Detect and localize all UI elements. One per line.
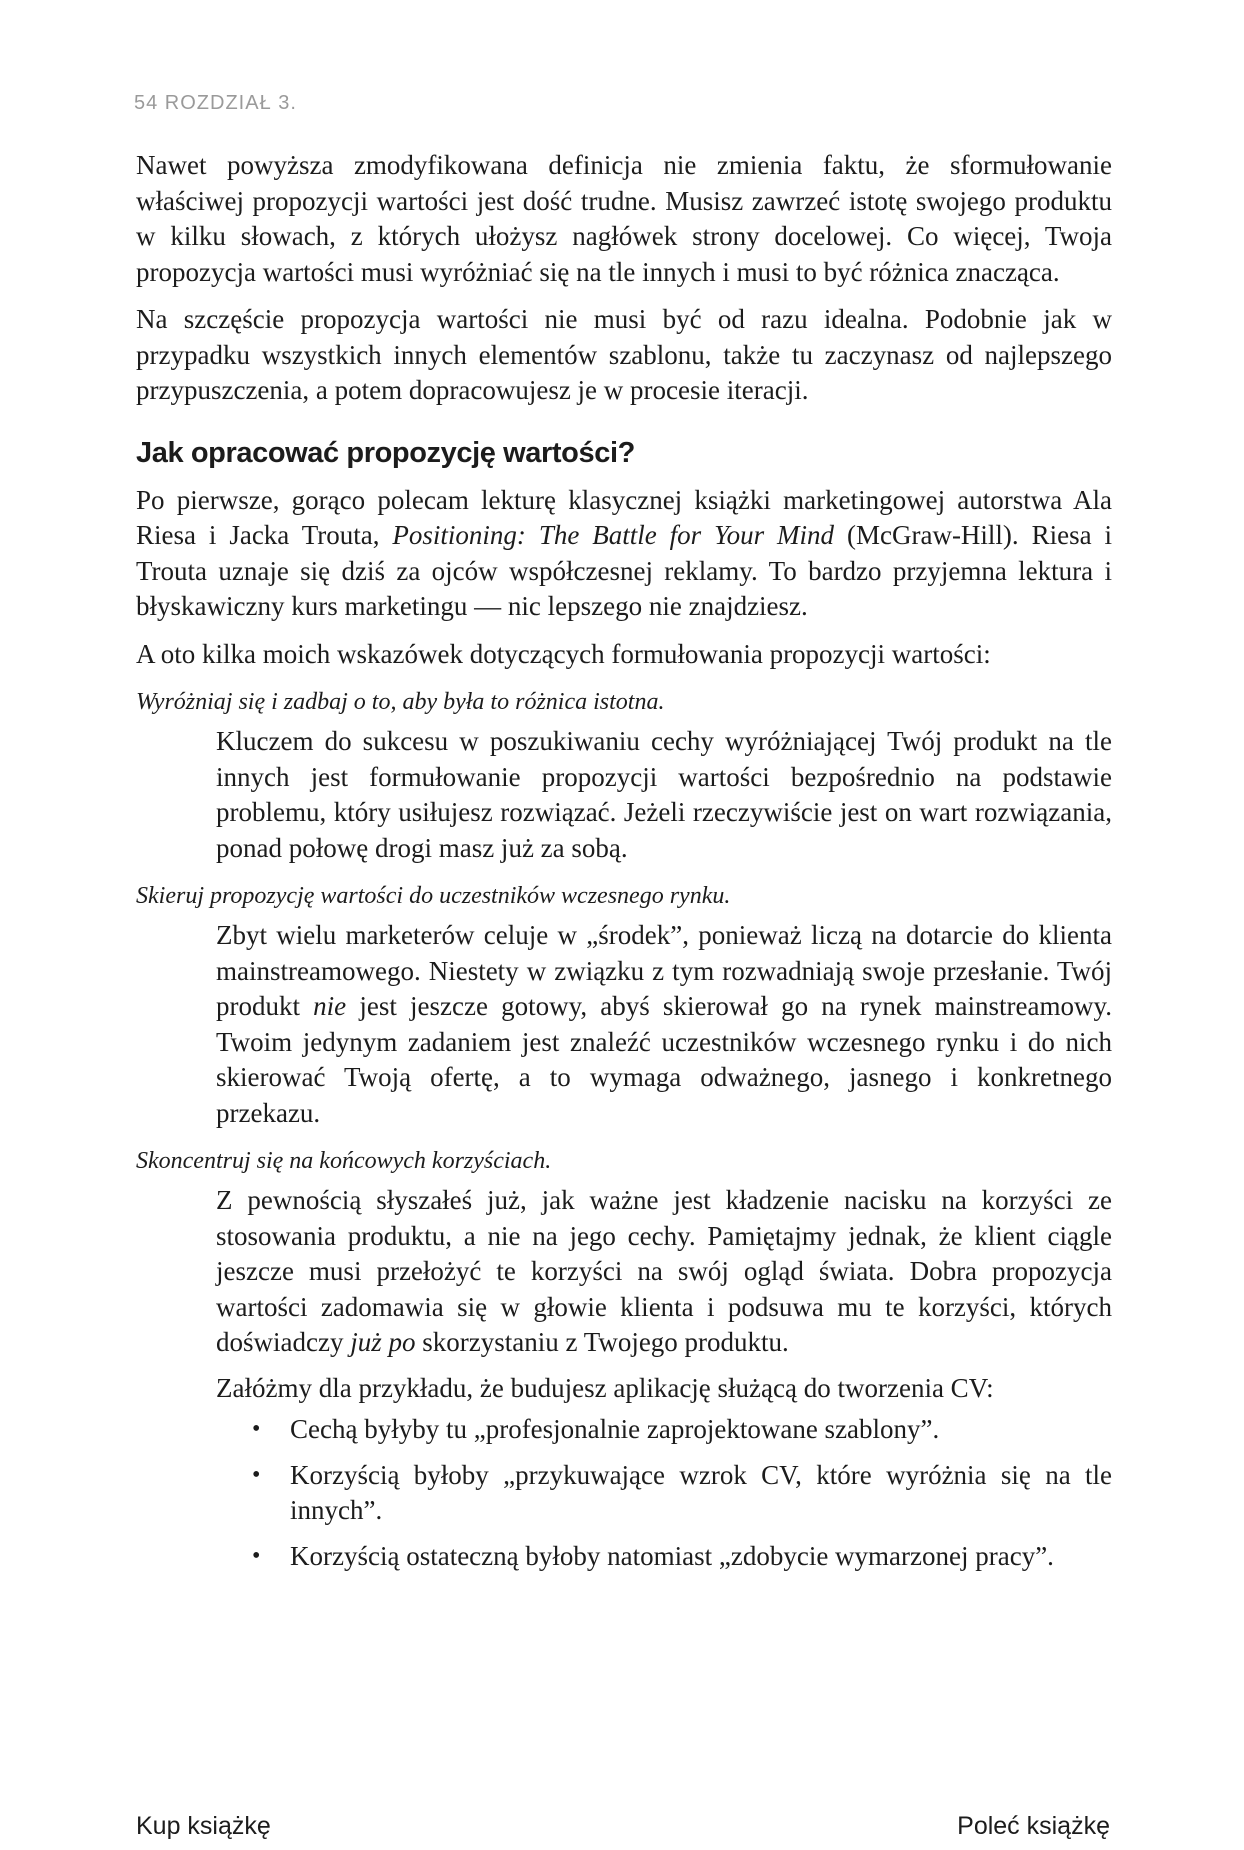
tip-definition [216,1183,1112,1361]
tip-term: Skoncentruj się na końcowych korzyściach. [136,1148,552,1174]
tip-definition: Kluczem do sukcesu w poszukiwaniu cechy wyróżniającej Twój produkt na tle innych jest formułowanie propozycji wartości bezpośrednio na podstawie problemu, który usiłujesz rozwiązać. Jeżeli rzeczywiście jest on wart rozwiązania, ponad połowę drogi masz już za sobą. [216,726,1112,863]
list-item [216,1412,1112,1448]
buy-book-link[interactable]: Kup książkę [136,1812,271,1840]
intro-paragraph-1: Nawet powyższa zmodyfikowana definicja nie zmienia faktu, że sformułowanie właściwej propozycji wartości jest dość trudne. Musisz zawrzeć istotę swojego produktu w kilku słowach, z których ułożysz nagłówek strony docelowej. Co więcej, Twoja propozycja wartości musi wyróżniać się na tle innych i musi to być różnica znacząca. [136,150,1112,287]
list-item [216,1458,1112,1529]
example-list [216,1412,1112,1574]
bullet-icon: • [252,1542,261,1569]
tip-definition [216,918,1112,1131]
emphasis: już po [350,1327,416,1357]
emphasis: nie [313,991,347,1021]
section-heading: Jak opracować propozycję wartości? [136,436,635,469]
definition-text: Zbyt wielu marketerów celuje w „środek”, ponieważ liczą na dotarcie do klienta mainstreamowego. Niestety w związku z tym rozwadniają swoje przesłanie. Twój produkt [216,920,1112,1021]
definition-text: Z pewnością słyszałeś już, jak ważne jest kładzenie nacisku na korzyści ze stosowania produktu, a nie na jego cechy. Pamiętajmy jednak, że klient ciągle jeszcze musi przełożyć te korzyści na swój ogląd świata. Dobra propozycja wartości zadomawia się w głowie klienta i podsuwa mu te korzyści, których doświadczy [216,1185,1112,1357]
section-paragraph-2: A oto kilka moich wskazówek dotyczących formułowania propozycji wartości: [136,638,991,669]
definition-text: skorzystaniu z Twojego produktu. [415,1327,789,1357]
list-item-text: Cechą byłyby tu „profesjonalnie zaprojektowane szablony”. [290,1414,940,1444]
book-title: Positioning: The Battle for Your Mind [392,520,835,550]
list-item [216,1539,1112,1575]
page-content [136,148,1112,1584]
intro-paragraph-2: Na szczęście propozycja wartości nie musi być od razu idealna. Podobnie jak w przypadku wszystkich innych elementów szablonu, także tu zaczynasz od najlepszego przypuszczenia, a potem dopracowujesz je w procesie iteracji. [136,304,1112,405]
recommend-book-link[interactable]: Poleć książkę [957,1812,1110,1840]
section-paragraph-1 [136,483,1112,625]
paragraph-text: (McGraw-Hill). Riesa i Trouta uznaje się dziś za ojców współczesnej reklamy. To bardzo przyjemna lektura i błyskawiczny kurs marketingu — nic lepszego nie znajdziesz. [136,520,1113,621]
bullet-icon: • [252,1416,261,1442]
definition-text: jest jeszcze gotowy, abyś skierował go na rynek mainstreamowy. Twoim jedynym zadaniem jest znaleźć uczestników wczesnego rynku i do nich skierować Twoją ofertę, a to wymaga odważnego, jasnego i konkretnego przekazu. [216,991,1112,1128]
tip-term: Wyróżniaj się i zadbaj o to, aby była to różnica istotna. [136,689,665,715]
list-item-text: Korzyścią byłoby „przykuwające wzrok CV, które wyróżnia się na tle innych”. [290,1459,1112,1525]
paragraph-text: Po pierwsze, gorąco polecam lekturę klasycznej książki marketingowej autorstwa Ala Riesa i Jacka Trouta, [136,484,1112,550]
example-intro: Załóżmy dla przykładu, że budujesz aplikację służącą do tworzenia CV: [216,1372,994,1403]
running-head: 54 ROZDZIAŁ 3. [134,92,297,114]
bullet-icon: • [252,1461,261,1488]
list-item-text: Korzyścią ostateczną byłoby natomiast „zdobycie wymarzonej pracy”. [290,1540,1054,1571]
tip-term: Skieruj propozycję wartości do uczestników wczesnego rynku. [136,883,731,909]
